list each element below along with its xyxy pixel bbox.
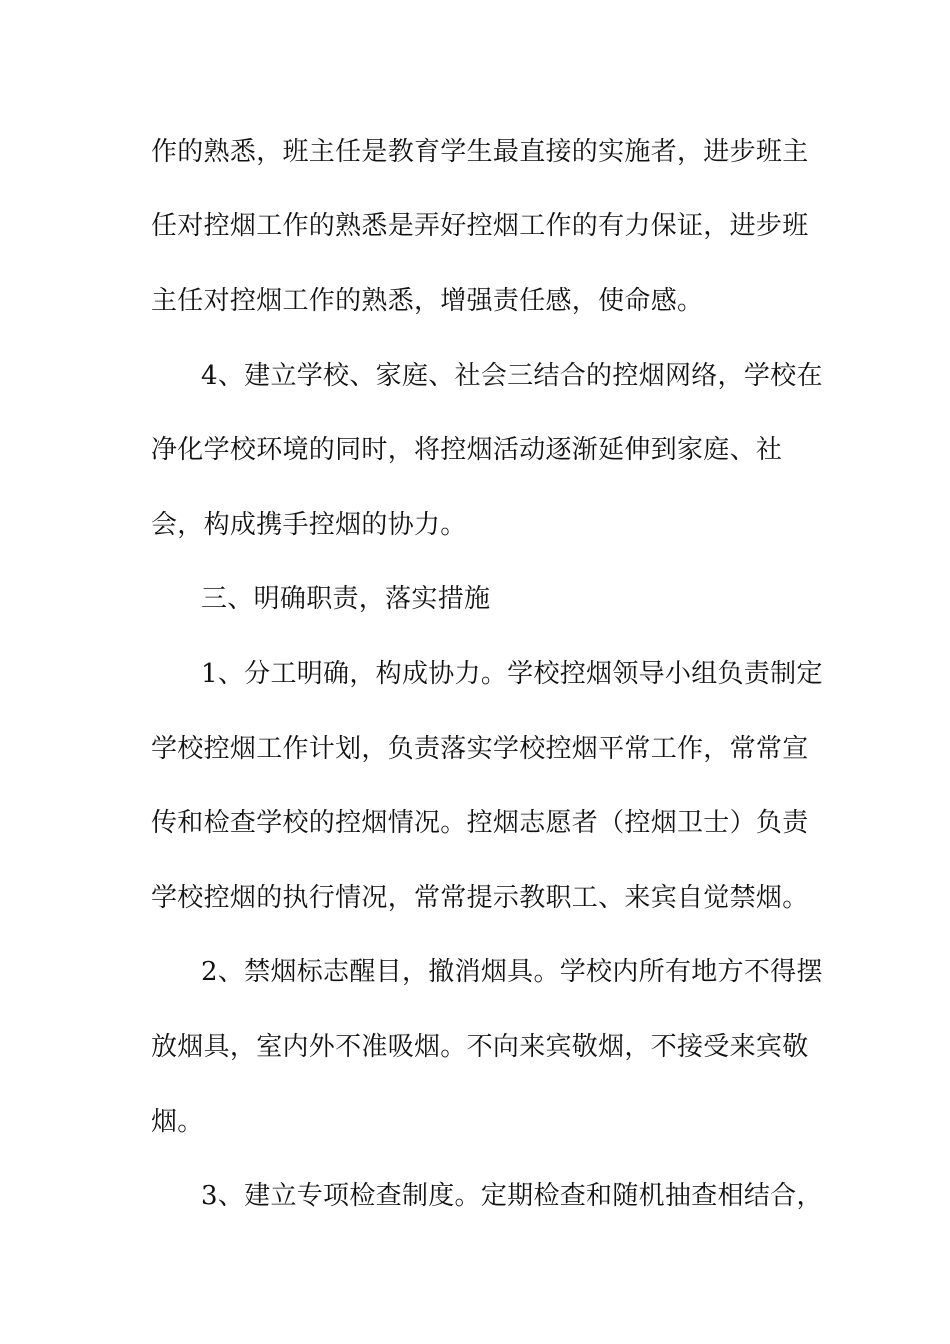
- text-line: 学校控烟的执行情况，常常提示教职工、来宾自觉禁烟。: [151, 883, 809, 913]
- text-line: 放烟具，室内外不准吸烟。不向来宾敬烟，不接受来宾敬: [151, 1032, 809, 1062]
- text-line: 会，构成携手控烟的协力。: [151, 510, 467, 540]
- text-line: 主任对控烟工作的熟悉，增强责任感，使命感。: [151, 286, 704, 316]
- text-line: 学校控烟工作计划，负责落实学校控烟平常工作，常常宣: [151, 734, 809, 764]
- paragraph-start-line: 2、禁烟标志醒目，撤消烟具。学校内所有地方不得摆: [201, 957, 823, 987]
- paragraph-start-line: 3、建立专项检查制度。定期检查和随机抽查相结合，: [201, 1181, 823, 1211]
- text-line: 净化学校环境的同时，将控烟活动逐渐延伸到家庭、社: [151, 435, 783, 465]
- text-line: 传和检查学校的控烟情况。控烟志愿者（控烟卫士）负责: [151, 808, 809, 838]
- section-heading: 三、明确职责，落实措施: [201, 584, 491, 614]
- paragraph-start-line: 1、分工明确，构成协力。学校控烟领导小组负责制定: [201, 659, 823, 689]
- text-line: 任对控烟工作的熟悉是弄好控烟工作的有力保证，进步班: [151, 211, 809, 241]
- text-line: 烟。: [151, 1107, 204, 1137]
- text-line: 作的熟悉，班主任是教育学生最直接的实施者，进步班主: [151, 137, 809, 167]
- paragraph-start-line: 4、建立学校、家庭、社会三结合的控烟网络，学校在: [201, 361, 823, 391]
